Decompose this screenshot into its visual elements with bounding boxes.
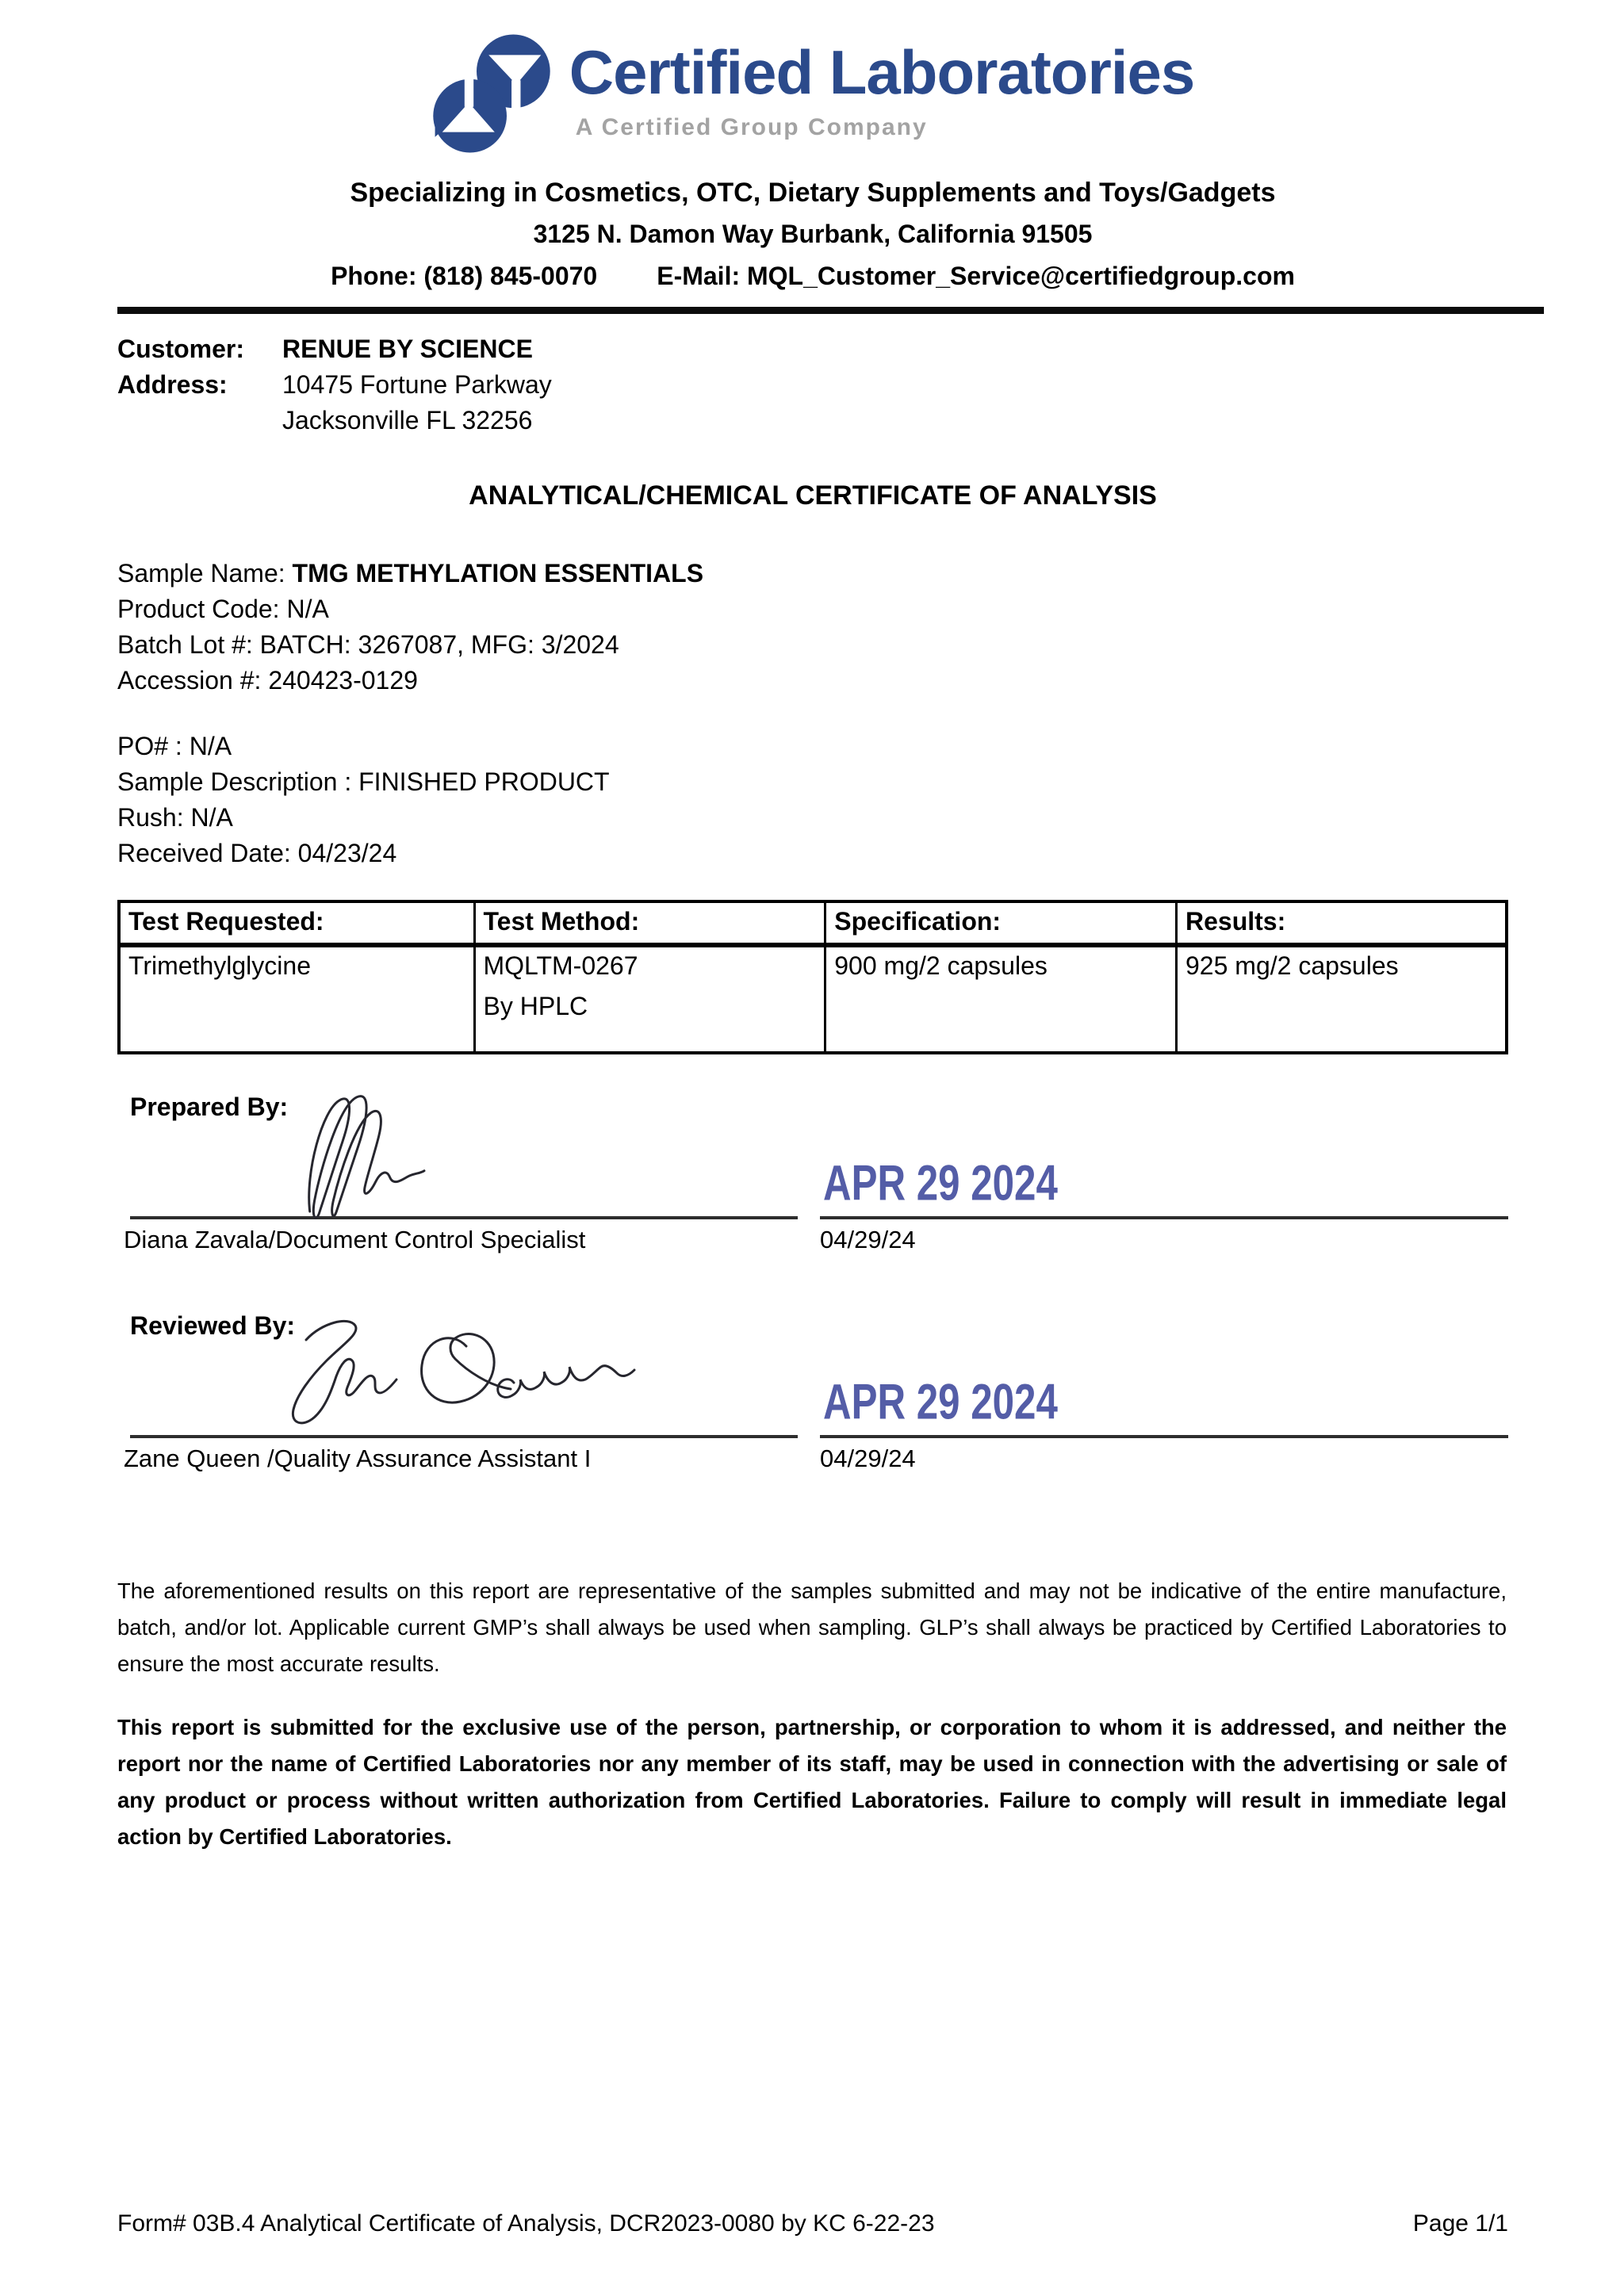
sample-name-value: TMG METHYLATION ESSENTIALS [292,559,704,587]
letterhead-specializing-line: Specializing in Cosmetics, OTC, Dietary Supplements and Toys/Gadgets [350,178,1276,208]
address-row [117,367,1508,403]
prepared-date-line [820,1216,1508,1219]
cell-results: 925 mg/2 capsules [1177,945,1507,1053]
cell-test-requested: Trimethylglycine [119,945,474,1053]
reviewed-by-signature [276,1294,720,1433]
page-footer [117,2210,1508,2237]
prepared-by-signature [296,1086,482,1219]
reviewed-signature-line [130,1435,798,1438]
prepared-date-stamp: APR 29 2024 [823,1154,1058,1211]
letterhead-email: E-Mail: MQL_Customer_Service@certifiedgroup.com [657,262,1295,290]
certified-laboratories-logo-icon [431,33,552,154]
sample-name-line: Sample Name: TMG METHYLATION ESSENTIALS [117,559,704,587]
letterhead [117,33,1508,291]
brand-name: Certified Laboratories [569,37,1195,107]
test-method-line1: MQLTM-0267 [483,951,638,980]
po-line: PO# : N/A [117,732,232,760]
letterhead-contact-line [117,262,1508,291]
prepared-by-visual [117,1093,1508,1216]
customer-block [117,331,1508,438]
header-results: Results: [1177,901,1507,945]
results-table-row [119,945,1507,1053]
sample-description-line: Sample Description : FINISHED PRODUCT [117,767,610,796]
reviewed-by-label: Reviewed By: [130,1311,296,1340]
letterhead-phone: Phone: (818) 845-0070 [331,262,598,290]
reviewed-date-text: 04/29/24 [820,1445,916,1472]
sample-info-block [117,556,1508,698]
cell-test-method [474,945,825,1053]
letterhead-address-line: 3125 N. Damon Way Burbank, California 91505 [533,220,1093,248]
reviewed-date-line [820,1435,1508,1438]
reviewed-name-title: Zane Queen /Quality Assurance Assistant I [124,1445,592,1472]
address-row2 [117,403,1508,438]
address-line2: Jacksonville FL 32256 [282,406,533,434]
received-date-line: Received Date: 04/23/24 [117,839,397,867]
prepared-by-block [117,1093,1508,1254]
results-table-header-row [119,901,1507,945]
prepared-name-title: Diana Zavala/Document Control Specialist [124,1226,586,1253]
footer-page-number: Page 1/1 [1412,2210,1508,2237]
document-title: ANALYTICAL/CHEMICAL CERTIFICATE OF ANALYSIS [469,480,1157,511]
logo-text [569,33,1195,141]
reviewed-signature-lines [117,1435,1508,1438]
reviewed-by-visual [117,1311,1508,1435]
header-test-requested: Test Requested: [119,901,474,945]
cell-specification: 900 mg/2 capsules [825,945,1177,1053]
prepared-captions [117,1226,1508,1254]
accession-line: Accession #: 240423-0129 [117,666,418,695]
order-info-block [117,729,1508,871]
prepared-date-text: 04/29/24 [820,1226,916,1253]
footer-form-reference: Form# 03B.4 Analytical Certificate of Analysis, DCR2023-0080 by KC 6-22-23 [117,2210,935,2237]
disclaimer-block [117,1573,1508,1855]
product-code-line: Product Code: N/A [117,595,329,623]
reviewed-date-stamp: APR 29 2024 [823,1373,1058,1429]
address-line1: 10475 Fortune Parkway [282,370,552,399]
customer-row [117,331,1508,367]
reviewed-captions [117,1445,1508,1473]
header-divider-rule [117,307,1544,314]
address-label: Address: [117,370,228,399]
brand-tagline: A Certified Group Company [575,114,928,140]
reviewed-by-block [117,1311,1508,1473]
disclaimer-paragraph-1: The aforementioned results on this report are representative of the samples submitted and may not be indicative of the entire manufacture, batch, and/or lot. Applicable current GMP’s shall always be used when sampling. GLP’s shall always be practiced by Certified Laboratories to ensure the most accurate results. [117,1578,1507,1676]
customer-name: RENUE BY SCIENCE [282,335,533,363]
customer-label: Customer: [117,335,245,363]
test-method-line2: By HPLC [483,992,588,1020]
disclaimer-paragraph-2: This report is submitted for the exclusive use of the person, partnership, or corporation to whom it is addressed, and neither the report nor the name of Certified Laboratories nor any member of its staff, may be used in connection with the advertising or sale of any product or process without written authorization from Certified Laboratories. Failure to comply will result in immediate legal action by Certified Laboratories. [117,1715,1507,1849]
logo-row [117,33,1508,159]
header-specification: Specification: [825,901,1177,945]
batch-lot-line: Batch Lot #: BATCH: 3267087, MFG: 3/2024 [117,630,619,659]
rush-line: Rush: N/A [117,803,233,832]
results-table [117,900,1508,1054]
header-test-method: Test Method: [474,901,825,945]
prepared-by-label: Prepared By: [130,1093,289,1121]
